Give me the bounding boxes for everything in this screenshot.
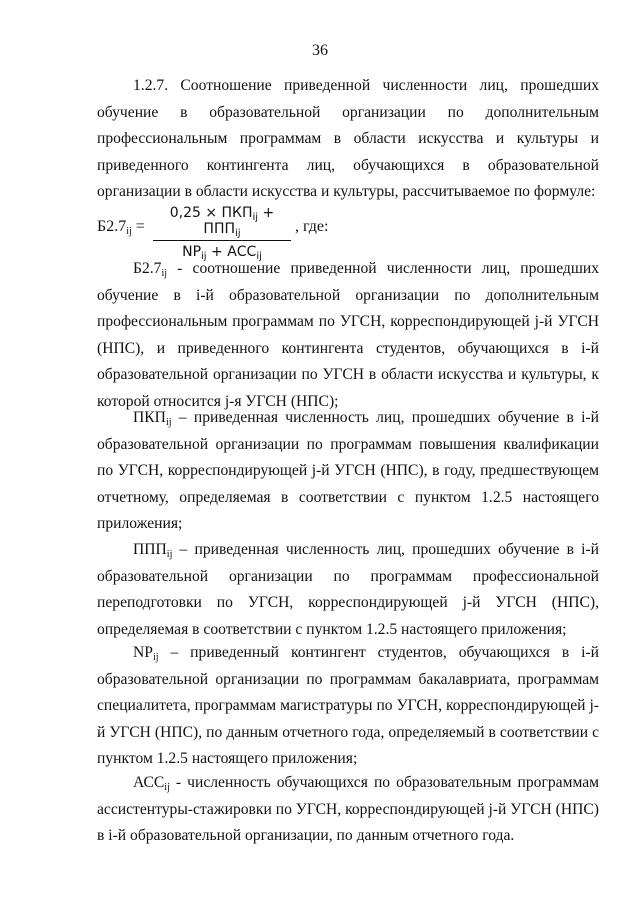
formula-b2-7 <box>97 205 497 262</box>
formula-denominator: $NP_{ij} + АСС_{ij}$ <box>182 244 262 262</box>
formula-tail: , где: <box>295 218 329 235</box>
paragraph-1-2-7: 1.2.7. Соотношение приведенной численности лиц, прошедших обучение в образовательной организации по дополнительным профессиональным программам в области искусства и культуры и приведенного контингента лиц, обучающихся в образовательной организации в области искусства и культуры, рассчитываемое по формуле: <box>97 77 599 201</box>
definition-pkp: $ПКП_{ij}$ – приведенная численность лиц, прошедших обучение в i-й образовательной организации по программам повышения квалификации по УГСН, корреспондирующей j-й УГСН (НПС), в году, предшествующем отчетному, определяемая в соответствии с пунктом 1.2.5 настоящего приложения; <box>97 409 599 533</box>
formula-numerator: $0,25 \times ПКП_{ij} + ППП_{ij}$ <box>169 205 275 239</box>
definition-np: $NP_{ij}$ – приведенный контингент студентов, обучающихся в i-й образовательной организации по программам бакалавриата, программам специалитета, программам магистратуры по УГСН, корреспондирующей j-й УГСН (НПС), по данным отчетного года, определяемый в соответствии с пунктом 1.2.5 настоящего приложения; <box>97 644 599 768</box>
definition-b2-7: $Б2.7_{ij}$ - соотношение приведенной численности лиц, прошедших обучение в i-й образовательной организации по дополнительным профессиональным программам по УГСН, корреспондирующей j-й УГСН (НПС), и приведенного контингента студентов, обучающихся в i-й образовательной организации по УГСН в области искусства и культуры, к которой относится j-я УГСН (НПС); <box>97 260 599 410</box>
page-number: 36 <box>312 42 328 59</box>
definition-acc: $АСС_{ij}$ - численность обучающихся по образовательным программам ассистентуры-стажировки по УГСН, корреспондирующей j-й УГСН (НПС) в i-й образовательной организации, по данным отчетного года. <box>97 774 599 845</box>
formula-lhs: $Б2.7_{ij}$ = <box>97 218 145 237</box>
definition-ppp: $ППП_{ij}$ – приведенная численность лиц, прошедших обучение в i-й образовательной организации по программам профессиональной переподготовки по УГСН, корреспондирующей j-й УГСН (НПС), определяемая в соответствии с пунктом 1.2.5 настоящего приложения; <box>97 541 599 638</box>
formula-fraction <box>153 205 291 260</box>
